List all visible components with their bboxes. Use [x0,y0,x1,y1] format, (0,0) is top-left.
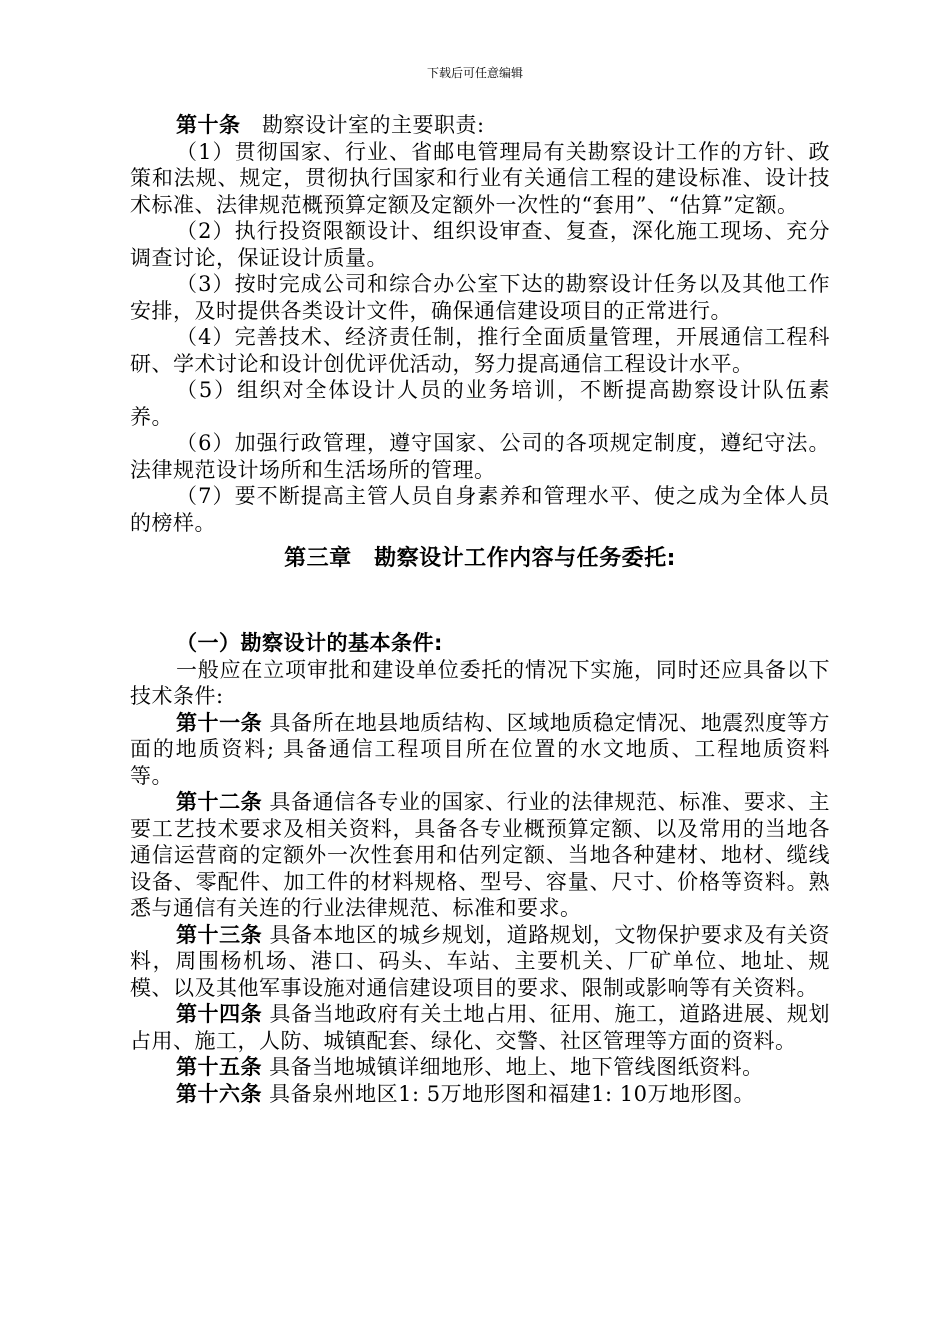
article-11 [130,710,830,790]
article-15-text: 具备当地城镇详细地形、地上、地下管线图纸资料。 [262,1055,764,1079]
article-11-text: 具备所在地县地质结构、区域地质稳定情况、地震烈度等方面的地质资料; 具备通信工程项目所在位置的水文地质、工程地质资料等。 [130,710,830,788]
article-14 [130,1001,830,1054]
article-10-item-5: （5）组织对全体设计人员的业务培训，不断提高勘察设计队伍素养。 [130,378,830,429]
article-14-label: 第十四条 [176,1002,263,1026]
article-12-label: 第十二条 [176,790,263,814]
article-16-text: 具备泉州地区1: 5万地形图和福建1: 10万地形图。 [262,1081,755,1106]
article-10-item-3: （3）按时完成公司和综合办公室下达的勘察设计任务以及其他工作安排，及时提供各类设计文件，确保通信建设项目的正常进行。 [130,272,830,323]
article-12-text: 具备通信各专业的国家、行业的法律规范、标准、要求、主要工艺技术要求及相关资料，具备各专业概预算定额、以及常用的当地各通信运营商的定额外一次性套用和估列定额、当地各种建材、地材、缆线设备、零配件、加工件的材料规格、型号、容量、尺寸、价格等资料。熟悉与通信有关连的行业法律规范、标准和要求。 [130,790,830,920]
article-10 [130,112,830,139]
article-15-label: 第十五条 [176,1055,262,1079]
article-13-text: 具备本地区的城乡规划，道路规划，文物保护要求及有关资料，周围杨机场、港口、码头、车站、主要机关、厂矿单位、地址、规模、以及其他军事设施对通信建设项目的要求、限制或影响等有关资料。 [130,922,830,1000]
section-intro: 一般应在立项审批和建设单位委托的情况下实施，同时还应具备以下技术条件: [130,657,830,708]
article-13 [130,922,830,1002]
article-10-item-6: （6）加强行政管理，遵守国家、公司的各项规定制度，遵纪守法。法律规范设计场所和生活场所的管理。 [130,431,830,482]
article-10-item-2: （2）执行投资限额设计、组织设审查、复查，深化施工现场、充分调查讨论，保证设计质量。 [130,219,830,270]
article-12 [130,789,830,922]
page-header: 下载后可任意编辑 [426,66,523,80]
article-13-label: 第十三条 [176,922,263,947]
chapter-title: 第三章 勘察设计工作内容与任务委托: [284,546,676,571]
article-15 [130,1054,830,1081]
article-11-label: 第十一条 [176,710,263,735]
article-10-item-1: （1）贯彻国家、行业、省邮电管理局有关勘察设计工作的方针、政策和法规、规定，贯彻执行国家和行业有关通信工程的建设标准、设计技术标准、法律规范概预算定额及定额外一次性的“套用”、“估算”定额。 [130,139,830,217]
article-16 [130,1081,830,1108]
article-10-item-4: （4）完善技术、经济责任制，推行全面质量管理，开展通信工程科研、学术讨论和设计创优评优活动，努力提高通信工程设计水平。 [130,325,830,376]
article-10-item-7: （7）要不断提高主管人员自身素养和管理水平、使之成为全体人员的榜样。 [130,484,830,535]
article-16-label: 第十六条 [176,1081,262,1106]
document-body [130,112,830,1107]
article-10-text: 勘察设计室的主要职责: [240,113,485,137]
section-heading: （一）勘察设计的基本条件: [176,631,443,655]
article-14-text: 具备当地政府有关土地占用、征用、施工，道路进展、规划占用、施工，人防、城镇配套、绿化、交警、社区管理等方面的资料。 [130,1002,830,1053]
article-10-label: 第十条 [176,113,241,137]
